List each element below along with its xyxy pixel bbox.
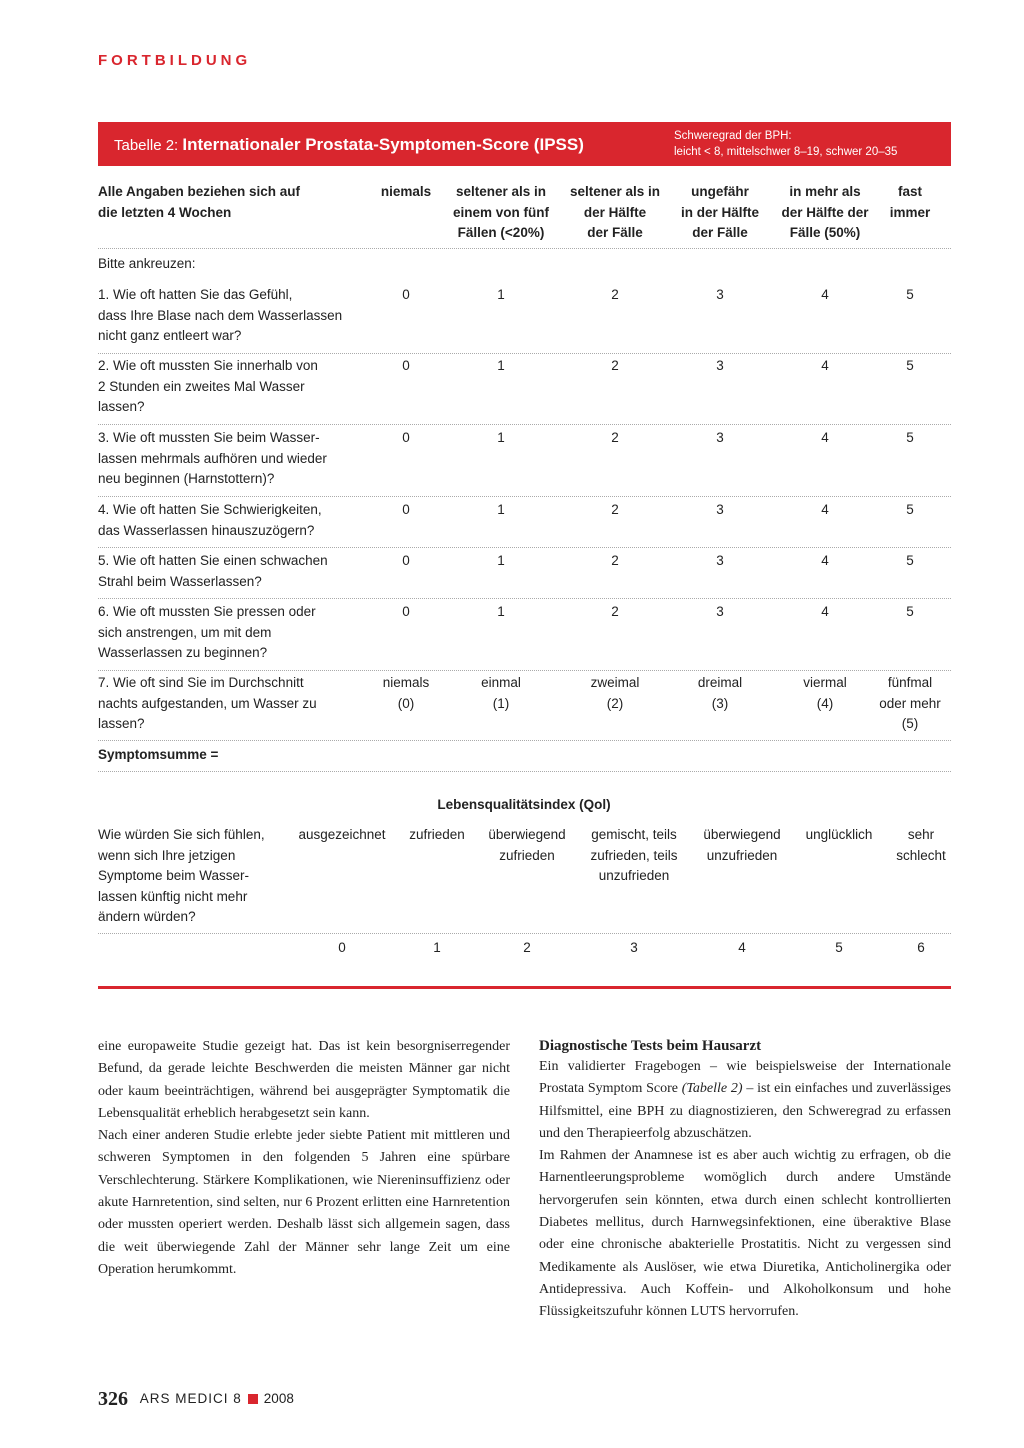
text-line: Wie würden Sie sich fühlen, <box>98 827 265 842</box>
text-line: 1. Wie oft hatten Sie das Gefühl, <box>98 287 293 302</box>
instruction-row <box>98 254 951 276</box>
table-number: Tabelle 2: <box>114 137 179 154</box>
score-cell: 5 <box>906 358 914 373</box>
score-cell: 3 <box>716 604 724 619</box>
score-cell: 5 <box>906 430 914 445</box>
qol-option <box>488 825 565 866</box>
answer-option <box>591 673 640 714</box>
column-header <box>381 182 431 203</box>
column-header <box>890 182 931 223</box>
score-cell: 0 <box>402 287 410 302</box>
text-line: in mehr als <box>789 184 861 199</box>
journal-name: ARS MEDICI 8 <box>139 1391 242 1406</box>
text-line: neu beginnen (Harnstottern)? <box>98 471 275 486</box>
table-title <box>114 135 584 155</box>
table-reference: (Tabelle 2) <box>681 1081 743 1097</box>
text-line: zufrieden <box>499 847 555 863</box>
text-line: seltener als in <box>455 184 547 199</box>
page-footer <box>98 1388 294 1411</box>
score-cell: 4 <box>821 287 829 302</box>
question-row <box>98 356 951 425</box>
text-line: überwiegend <box>703 827 781 842</box>
journal-year: 2008 <box>263 1391 294 1406</box>
text-line: zufrieden <box>409 827 465 842</box>
page-number: 326 <box>98 1388 128 1410</box>
question-row <box>98 673 951 741</box>
score-cell: 3 <box>716 430 724 445</box>
qol-option <box>409 825 465 846</box>
score-cell: 1 <box>497 287 505 302</box>
qol-option <box>703 825 780 866</box>
score-cell: 3 <box>716 287 724 302</box>
text-line: einem von fünf <box>452 204 550 220</box>
text-run: Ein validierter Fragebogen – wie beispielsweise der Internationale Prostata Symptom Score <box>539 1059 951 1097</box>
text-line: 5. Wie oft hatten Sie einen schwachen <box>98 553 328 568</box>
text-line: niemals <box>380 184 432 199</box>
answer-option <box>383 673 430 714</box>
score-cell: 1 <box>497 502 505 517</box>
text-line: unzufrieden <box>598 868 670 883</box>
qol-option <box>896 825 946 866</box>
text-line: unzufrieden <box>706 847 778 863</box>
qol-score-row <box>98 938 951 962</box>
score-cell: 0 <box>402 358 410 373</box>
text-line: (1) <box>492 695 510 711</box>
score-cell: 5 <box>906 553 914 568</box>
qol-option <box>298 825 385 846</box>
instruction-text: Bitte ankreuzen: <box>98 256 196 271</box>
score-cell: 2 <box>611 430 619 445</box>
text-line: Fällen (<20%) <box>457 225 545 240</box>
text-line: (5) <box>901 716 919 731</box>
column-header <box>570 182 660 244</box>
severity-values: leicht < 8, mittelschwer 8–19, schwer 20–35 <box>674 146 898 158</box>
text-line: lassen mehrmals aufhören und wieder <box>98 450 327 466</box>
question-row <box>98 551 951 599</box>
text-line: schlecht <box>896 847 946 863</box>
text-line: oder mehr <box>879 695 941 711</box>
text-run: – ist ein einfaches und zuverlässiges Hilfsmittel, eine BPH zu diagnostizieren, den Schweregrad zu erfassen und den Therapieerfolg abzuschätzen. <box>539 1081 952 1141</box>
text-line: (3) <box>711 695 729 711</box>
text-line: (0) <box>397 695 415 711</box>
qol-question-row <box>98 825 951 934</box>
paragraph: Im Rahmen der Anamnese ist es aber auch wichtig zu erfragen, ob die Harnentleerungsprobleme womöglich durch andere Umstände hervorgerufen sein könnten, etwa durch einen schlecht kontrollierten Diabetes mellitus, durch Harnwegsinfektionen, eine überaktive Blase oder eine chronische abakterielle Prostatitis. Nicht zu vergessen sind Medikamente als Auslöser, wie etwa Diuretika, Anticholinergika oder Antidepressiva. Auch Koffein- und Alkoholkonsum und hohe Flüssigkeitszufuhr können LUTS hervorrufen. <box>539 1148 951 1320</box>
text-line: unglücklich <box>805 827 873 842</box>
text-line: nicht ganz entleert war? <box>98 328 242 343</box>
question-text <box>98 673 353 735</box>
text-line: 6. Wie oft mussten Sie pressen oder <box>98 604 316 619</box>
text-line: der Fälle <box>692 225 748 240</box>
text-line: Fälle (50%) <box>789 225 861 240</box>
square-bullet-icon <box>248 1394 258 1404</box>
symptom-sum-row <box>98 745 951 772</box>
table-bottom-rule <box>98 986 951 989</box>
text-line: in der Hälfte <box>680 204 760 220</box>
text-line: überwiegend <box>488 827 566 842</box>
score-cell: 1 <box>497 358 505 373</box>
question-text <box>98 428 353 490</box>
text-line: dreimal <box>697 675 743 690</box>
text-line: lassen? <box>98 399 145 414</box>
qol-score: 5 <box>835 940 843 955</box>
text-line: Symptome beim Wasser- <box>98 868 250 883</box>
text-line: lassen? <box>98 716 145 731</box>
score-cell: 2 <box>611 604 619 619</box>
answer-option <box>481 673 521 714</box>
text-line: niemals <box>382 675 430 690</box>
score-cell: 2 <box>611 287 619 302</box>
score-cell: 1 <box>497 553 505 568</box>
text-line: lassen künftig nicht mehr <box>98 888 248 904</box>
text-line: fünfmal <box>887 675 933 690</box>
question-row <box>98 285 951 354</box>
text-line: gemischt, teils <box>591 827 677 842</box>
text-line: das Wasserlassen hinauszuzögern? <box>98 522 315 538</box>
severity-label: Schweregrad der BPH: <box>674 130 792 142</box>
qol-title-row <box>98 795 951 817</box>
column-header <box>453 182 549 244</box>
question-text <box>98 602 353 664</box>
text-line: der Hälfte der <box>781 204 869 220</box>
score-cell: 3 <box>716 553 724 568</box>
qol-score: 4 <box>738 940 746 955</box>
text-line: zweimal <box>590 675 640 690</box>
text-line: Wasserlassen zu beginnen? <box>98 645 268 660</box>
score-cell: 5 <box>906 604 914 619</box>
paragraph: eine europaweite Studie gezeigt hat. Das ist kein besorgniserregender Befund, da gerade leichte Beschwerden die meisten Männer gar nicht oder kaum beeinträchtigen, während bei ausgeprägter Symptomatik die Lebensqualität erheblich herabgesetzt sein kann. <box>98 1039 510 1121</box>
text-line: 2 Stunden ein zweites Mal Wasser <box>98 378 305 394</box>
score-cell: 4 <box>821 430 829 445</box>
question-row <box>98 428 951 497</box>
header-question <box>98 182 353 223</box>
left-column <box>98 1036 510 1281</box>
text-line: der Fälle <box>587 225 643 240</box>
paragraph: Nach einer anderen Studie erlebte jeder siebte Patient mit mittleren und schweren Symptomen in den folgenden 5 Jahren eine spürbare Verschlechterung. Stärkere Komplikationen, wie Niereninsuffizienz oder akute Harnretention, sind selten, nur 6 Prozent erlitten eine Harnretention oder mussten operiert werden. Deshalb lässt sich allgemein sagen, dass die weit überwiegende Zahl der Männer sehr lange Zeit um eine Operation herumkommt. <box>98 1128 510 1277</box>
text-line: Strahl beim Wasserlassen? <box>98 573 262 589</box>
table-title-bar <box>98 122 951 166</box>
score-cell: 2 <box>611 358 619 373</box>
text-line: einmal <box>481 675 521 690</box>
score-cell: 4 <box>821 358 829 373</box>
text-line: dass Ihre Blase nach dem Wasserlassen <box>98 307 343 323</box>
symptom-sum-label: Symptomsumme = <box>98 747 219 762</box>
table-header-row <box>98 182 951 249</box>
text-line: seltener als in <box>569 184 661 199</box>
score-cell: 0 <box>402 604 410 619</box>
qol-option <box>590 825 677 887</box>
text-line: sehr <box>907 827 935 842</box>
severity-legend <box>674 128 897 160</box>
text-line: fast <box>897 184 922 199</box>
qol-score: 2 <box>523 940 531 955</box>
text-line: nachts aufgestanden, um Wasser zu <box>98 695 317 711</box>
qol-score: 3 <box>630 940 638 955</box>
score-cell: 5 <box>906 287 914 302</box>
question-text <box>98 551 353 592</box>
score-cell: 0 <box>402 430 410 445</box>
text-line: immer <box>889 204 931 220</box>
answer-option <box>879 673 941 735</box>
score-cell: 1 <box>497 604 505 619</box>
right-column <box>539 1036 951 1324</box>
section-heading: Diagnostische Tests beim Hausarzt <box>539 1038 762 1054</box>
text-line: (2) <box>606 695 624 711</box>
text-line: 7. Wie oft sind Sie im Durchschnitt <box>98 675 304 690</box>
text-line: sich anstrengen, um mit dem <box>98 624 272 640</box>
score-cell: 0 <box>402 553 410 568</box>
score-cell: 2 <box>611 502 619 517</box>
text-line: zufrieden, teils <box>590 847 678 863</box>
text-line: wenn sich Ihre jetzigen <box>98 847 236 863</box>
score-cell: 4 <box>821 604 829 619</box>
qol-title: Lebensqualitätsindex (Qol) <box>437 797 611 812</box>
column-header <box>781 182 868 244</box>
qol-score: 6 <box>917 940 925 955</box>
text-line: die letzten 4 Wochen <box>98 204 232 220</box>
paragraph <box>539 1056 951 1145</box>
question-row <box>98 500 951 548</box>
text-line: viermal <box>803 675 847 690</box>
text-line: ausgezeichnet <box>298 827 386 842</box>
qol-option <box>806 825 873 846</box>
score-cell: 3 <box>716 358 724 373</box>
answer-option <box>803 673 847 714</box>
text-line: 2. Wie oft mussten Sie innerhalb von <box>98 358 318 373</box>
score-cell: 5 <box>906 502 914 517</box>
question-text <box>98 285 353 347</box>
score-cell: 2 <box>611 553 619 568</box>
qol-score: 1 <box>433 940 441 955</box>
score-cell: 1 <box>497 430 505 445</box>
question-row <box>98 602 951 671</box>
score-cell: 3 <box>716 502 724 517</box>
question-text <box>98 500 353 541</box>
table-title-text: Internationaler Prostata-Symptomen-Score (IPSS) <box>182 135 584 154</box>
text-line: der Hälfte <box>583 204 647 220</box>
score-cell: 0 <box>402 502 410 517</box>
score-cell: 4 <box>821 553 829 568</box>
text-line: 3. Wie oft mussten Sie beim Wasser- <box>98 430 320 445</box>
score-cell: 4 <box>821 502 829 517</box>
qol-question <box>98 825 283 928</box>
column-header <box>681 182 759 244</box>
qol-score: 0 <box>338 940 346 955</box>
text-line: (4) <box>816 695 834 711</box>
answer-option <box>698 673 742 714</box>
section-label: FORTBILDUNG <box>98 52 252 69</box>
text-line: ungefähr <box>691 184 749 199</box>
text-line: 4. Wie oft hatten Sie Schwierigkeiten, <box>98 502 322 517</box>
text-line: ändern würden? <box>98 909 196 924</box>
question-text <box>98 356 353 418</box>
text-line: Alle Angaben beziehen sich auf <box>98 184 301 199</box>
